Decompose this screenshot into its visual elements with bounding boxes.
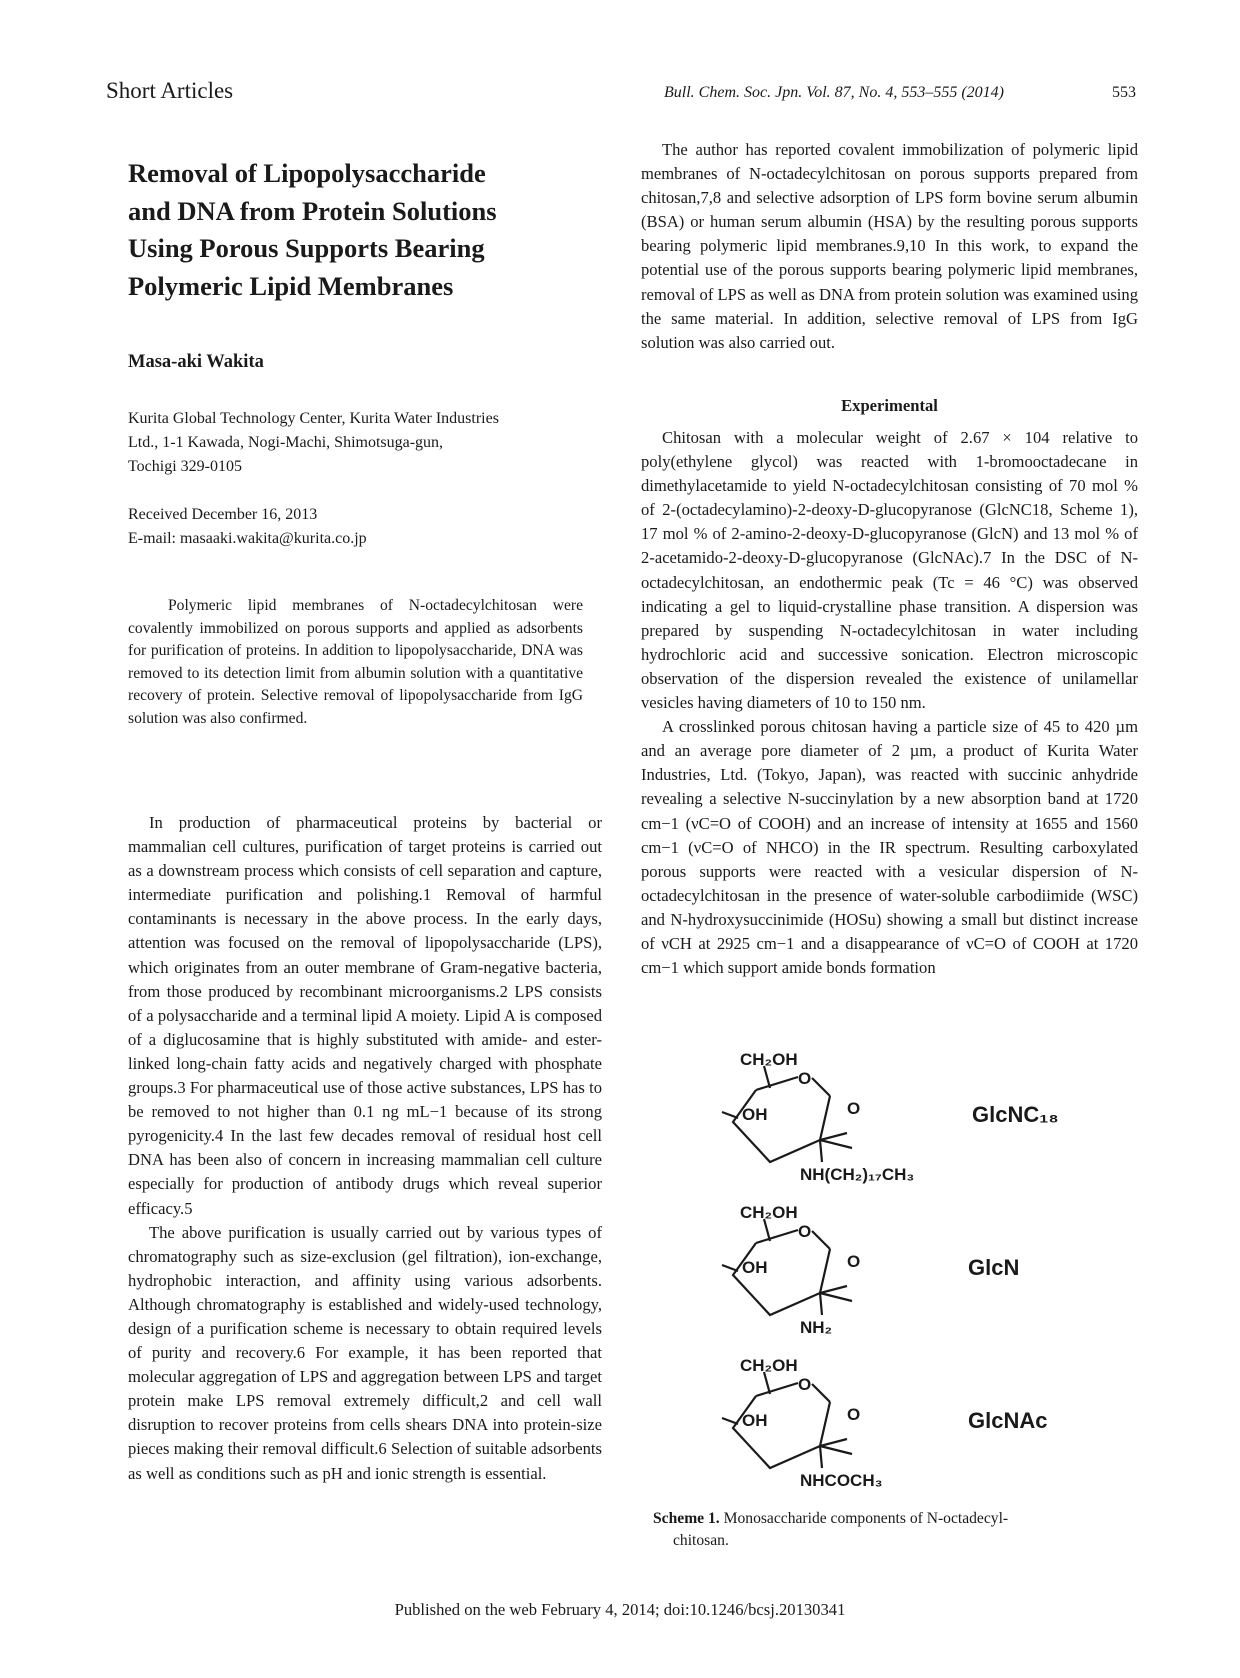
caption-text: Monosaccharide components of N-octadecyl- [723, 1510, 1009, 1527]
caption-line: chitosan. [673, 1532, 729, 1549]
amide-substituent-label: NHCOCH₃ [800, 1471, 883, 1490]
article-title [128, 155, 598, 305]
molecule-name-label: GlcNC₁₈ [972, 1102, 1059, 1127]
publication-footer: Published on the web February 4, 2014; doi:10.1246/bcsj.20130341 [394, 1600, 846, 1619]
glycosidic-oxygen-label: O [847, 1099, 861, 1118]
ring-oxygen-label: O [798, 1222, 812, 1241]
title-line: and DNA from Protein Solutions [128, 195, 497, 226]
molecule-glcn [722, 1203, 1019, 1337]
glycosidic-oxygen-label: O [847, 1405, 861, 1424]
molecule-name-label: GlcNAc [968, 1408, 1048, 1433]
hydroxyl-label: OH [742, 1411, 768, 1430]
title-line: Removal of Lipopolysaccharide [128, 158, 486, 188]
section-label: Short Articles [106, 78, 234, 103]
page-number: 553 [1112, 84, 1136, 101]
body-paragraph: The above purification is usually carried out by various types of chromatography such as size-exclusion (gel filtration), ion-exchange, hydrophobic interaction, and affinity using various adsorbents. Although chromatography is established and widely-used technology, design of a purification scheme is necessary to obtain required levels of purity and recovery.6 For example, it has been reported that molecular aggregation of LPS and aggregation between LPS and target protein make LPS removal extremely difficult,2 and cell wall disruption to recover proteins from cells shears DNA into protein-size pieces making their removal difficult.6 Selection of suitable adsorbents as well as conditions such as pH and ionic strength is essential. [128, 1222, 602, 1483]
title-line: Using Porous Supports Bearing [128, 233, 485, 263]
email-address: E-mail: masaaki.wakita@kurita.co.jp [128, 530, 367, 547]
body-right-experimental [641, 426, 1138, 980]
molecule-glcnac [722, 1356, 1047, 1490]
affiliation-line: Tochigi 329-0105 [128, 458, 242, 475]
scheme-1-structures [700, 1040, 1120, 1510]
caption-label: Scheme 1. [653, 1510, 720, 1527]
body-paragraph: A crosslinked porous chitosan having a particle size of 45 to 420 µm and an average pore diameter of 2 µm, a product of Kurita Water Industries, Ltd. (Tokyo, Japan), was reacted with succinic anhydride revealing a selective N-succinylation by a new absorption band at 1720 cm−1 (νC=O of COOH) and an increase of intensity at 1655 and 1560 cm−1 (νC=O of NHCO) in the IR spectrum. Resulting carboxylated porous supports were reacted with a vesicular dispersion of N-octadecylchitosan in the presence of water-soluble carbodiimide (WSC) and N-hydroxysuccinimide (HOSu) showing a small but distinct increase of νCH at 2925 cm−1 and a disappearance of νC=O of COOH at 1720 cm−1 which support amide bonds formation [641, 717, 1138, 978]
body-paragraph: The author has reported covalent immobilization of polymeric lipid membranes of N-octadecylchitosan on porous supports prepared from chitosan,7,8 and selective adsorption of LPS form bovine serum albumin (BSA) or human serum albumin (HSA) by the resulting porous supports bearing polymeric lipid membranes.9,10 In this work, to expand the potential use of the porous supports bearing polymeric lipid membranes, removal of LPS as well as DNA from protein solution was examined using the same material. In addition, selective removal of LPS from IgG solution was also carried out. [641, 140, 1138, 352]
journal-citation: Bull. Chem. Soc. Jpn. Vol. 87, No. 4, 553–555 (2014) [664, 84, 1004, 101]
received-date: Received December 16, 2013 [128, 506, 318, 523]
ring-oxygen-label: O [798, 1069, 812, 1088]
hydroxyl-label: OH [742, 1105, 768, 1124]
ch2oh-label: CH₂OH [740, 1356, 798, 1375]
molecule-glcnc18 [722, 1050, 1059, 1184]
author-name: Masa-aki Wakita [128, 352, 264, 372]
affiliation-line: Ltd., 1-1 Kawada, Nogi-Machi, Shimotsuga-gun, [128, 434, 444, 451]
amine-substituent-label: NH(CH₂)₁₇CH₃ [800, 1165, 915, 1184]
section-heading-experimental: Experimental [841, 396, 938, 415]
body-paragraph: Chitosan with a molecular weight of 2.67 × 104 relative to poly(ethylene glycol) was reacted with 1-bromooctadecane in dimethylacetamide to yield N-octadecylchitosan consisting of 70 mol % of 2-(octadecylamino)-2-deoxy-D-glucopyranose (GlcNC18, Scheme 1), 17 mol % of 2-amino-2-deoxy-D-glucopyranose (GlcN) and 13 mol % of 2-acetamido-2-deoxy-D-glucopyranose (GlcNAc).7 In the DSC of N-octadecylchitosan, an endothermic peak (Tc = 46 °C) was observed indicating a gel to liquid-crystalline phase transition. A dispersion was prepared by suspending N-octadecylchitosan in water including hydrochloric acid and successive sonication. Electron microscopic observation of the dispersion revealed the existence of unilamellar vesicles having diameters of 10 to 150 nm. [641, 428, 1138, 713]
body-right-intro [641, 138, 1138, 355]
glycosidic-oxygen-label: O [847, 1252, 861, 1271]
ch2oh-label: CH₂OH [740, 1203, 798, 1222]
affiliation [128, 407, 598, 479]
scheme-caption [653, 1508, 1119, 1552]
ring-oxygen-label: O [798, 1375, 812, 1394]
body-paragraph: In production of pharmaceutical proteins by bacterial or mammalian cell cultures, purification of target proteins is carried out as a downstream process which consists of cell separation and capture, intermediate purification and polishing.1 Removal of harmful contaminants is necessary in the above process. In the early days, attention was focused on the removal of lipopolysaccharide (LPS), which originates from an outer membrane of Gram-negative bacteria, from those produced by recombinant microorganisms.2 LPS consists of a polysaccharide and a terminal lipid A moiety. Lipid A is composed of a diglucosamine that is highly substituted with amide- and ester-linked long-chain fatty acids and negatively charged with phosphate groups.3 For pharmaceutical use of those active substances, LPS has to be removed to not higher than 0.1 ng mL−1 because of its strong pyrogenicity.4 In the last few decades removal of residual host cell DNA has been also of concern in increasing mammalian cell culture especially for production of antibody drugs which reveal superior efficacy.5 [128, 813, 602, 1218]
title-line: Polymeric Lipid Membranes [128, 270, 454, 301]
affiliation-line: Kurita Global Technology Center, Kurita Water Industries [128, 410, 499, 427]
body-left-column [128, 811, 602, 1486]
ch2oh-label: CH₂OH [740, 1050, 798, 1069]
hydroxyl-label: OH [742, 1258, 768, 1277]
received-info [128, 503, 367, 551]
molecule-name-label: GlcN [968, 1255, 1020, 1280]
abstract: Polymeric lipid membranes of N-octadecylchitosan were covalently immobilized on porous supports and applied as adsorbents for purification of proteins. In addition to lipopolysaccharide, DNA was removed to its detection limit from albumin solution with a quantitative recovery of protein. Selective removal of lipopolysaccharide from IgG solution was also confirmed. [128, 597, 583, 727]
amine-substituent-label: NH₂ [800, 1318, 833, 1337]
caption-line [653, 1508, 1119, 1530]
